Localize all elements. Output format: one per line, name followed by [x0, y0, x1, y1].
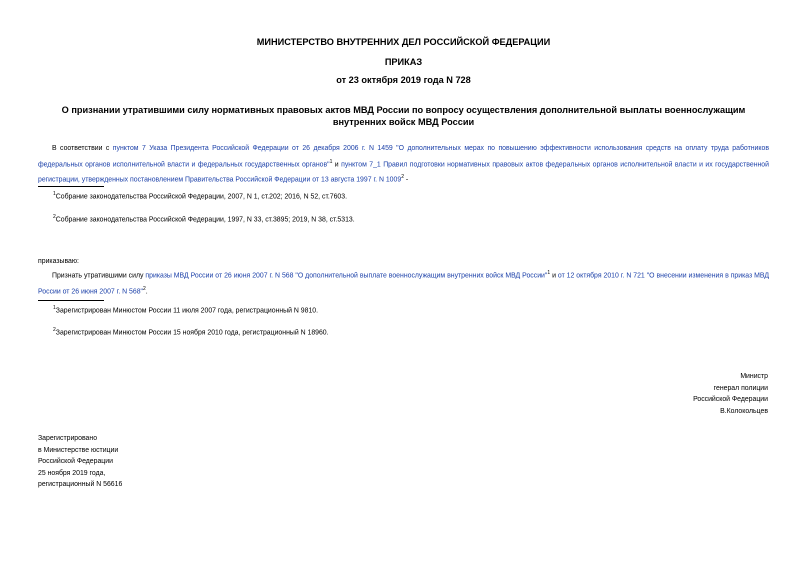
doc-date-heading: от 23 октября 2019 года N 728 [336, 75, 471, 85]
preamble-text-1: В соответствии с [52, 145, 113, 152]
registration-line: 25 ноября 2019 года, [38, 469, 106, 477]
signature-position: Министр [740, 373, 768, 380]
order-text-1: Признать утратившими силу [52, 272, 146, 280]
footnote-item [53, 214, 355, 223]
footnote-text: Собрание законодательства Российской Федерации, 2007, N 1, ст.202; 2016, N 52, ст.7603. [55, 193, 348, 201]
link-decree-1459[interactable]: пунктом 7 Указа Президента Российской Федерации от 26 декабря 2006 г. N 1459 "О дополнительных мерах по повышению эффективности использования средств на оплату труда работников федеральных органов исполнительной власти и федеральных государственных органов" [38, 145, 769, 168]
registration-line: в Министерстве юстиции [38, 446, 119, 454]
registration-line: регистрационный N 56616 [38, 481, 123, 488]
link-rules-7-1[interactable]: пунктом 7_1 Правил подготовки нормативных правовых актов федеральных органов исполнительной власти и их государственной регистрации, утвержденных постановлением Правительства Российской Федерации от 13 августа 1997 г. N 1009 [38, 160, 769, 184]
footnote-divider [38, 300, 104, 301]
footnote-mark: 1 [53, 191, 56, 197]
footnote-ref-2[interactable]: 2 [143, 285, 146, 292]
preamble-text-2: и [332, 160, 342, 168]
footnote-text: Зарегистрирован Минюстом России 15 ноября 2010 года, регистрационный N 18960. [55, 329, 329, 337]
ministry-heading: МИНИСТЕРСТВО ВНУТРЕННИХ ДЕЛ РОССИЙСКОЙ ФЕДЕРАЦИИ [256, 37, 551, 47]
order-word: приказываю: [38, 258, 79, 265]
link-order-568[interactable]: приказы МВД России от 26 июня 2007 г. N 568 "О дополнительной выплате военнослужащим внутренних войск МВД России" [145, 272, 548, 280]
footnote-ref-2[interactable]: 2 [401, 174, 404, 181]
footnote-mark: 2 [53, 327, 56, 333]
order-text-2: и [550, 272, 558, 280]
footnote-item [53, 191, 347, 200]
preamble-text-3: - [403, 176, 409, 184]
footnote-item [53, 327, 329, 336]
registration-line: Зарегистрировано [38, 435, 98, 442]
doc-type-heading: ПРИКАЗ [384, 57, 423, 67]
document-title: О признании утратившими силу нормативных правовых актов МВД России по вопросу осуществления дополнительной выплаты военнослужащим внутренних войск МВД России [61, 105, 746, 127]
footnote-text: Собрание законодательства Российской Федерации, 1997, N 33, ст.3895; 2019, N 38, ст.5313. [55, 216, 355, 224]
signature-name: В.Колокольцев [720, 407, 768, 415]
preamble-paragraph [38, 143, 769, 187]
signature-rank: генерал полиции [713, 384, 768, 392]
signature-block [560, 371, 768, 417]
footnote-ref-1[interactable]: 1 [329, 158, 333, 165]
registration-block [38, 433, 238, 491]
footnote-mark: 2 [53, 214, 56, 220]
signature-country: Российской Федерации [693, 396, 768, 403]
footnote-mark: 1 [53, 305, 56, 311]
link-order-721[interactable]: от 12 октября 2010 г. N 721 "О внесении изменения в приказ МВД России от 26 июня 2007 г. N 568" [38, 272, 769, 296]
order-text-3: . [145, 288, 148, 296]
order-paragraph [38, 267, 769, 299]
footnote-ref-1[interactable]: 1 [547, 270, 551, 276]
footnote-text: Зарегистрирован Минюстом России 11 июля 2007 года, регистрационный N 9810. [55, 307, 319, 315]
registration-line: Российской Федерации [38, 458, 113, 465]
footnote-item [53, 305, 318, 314]
footnote-divider [38, 186, 104, 187]
